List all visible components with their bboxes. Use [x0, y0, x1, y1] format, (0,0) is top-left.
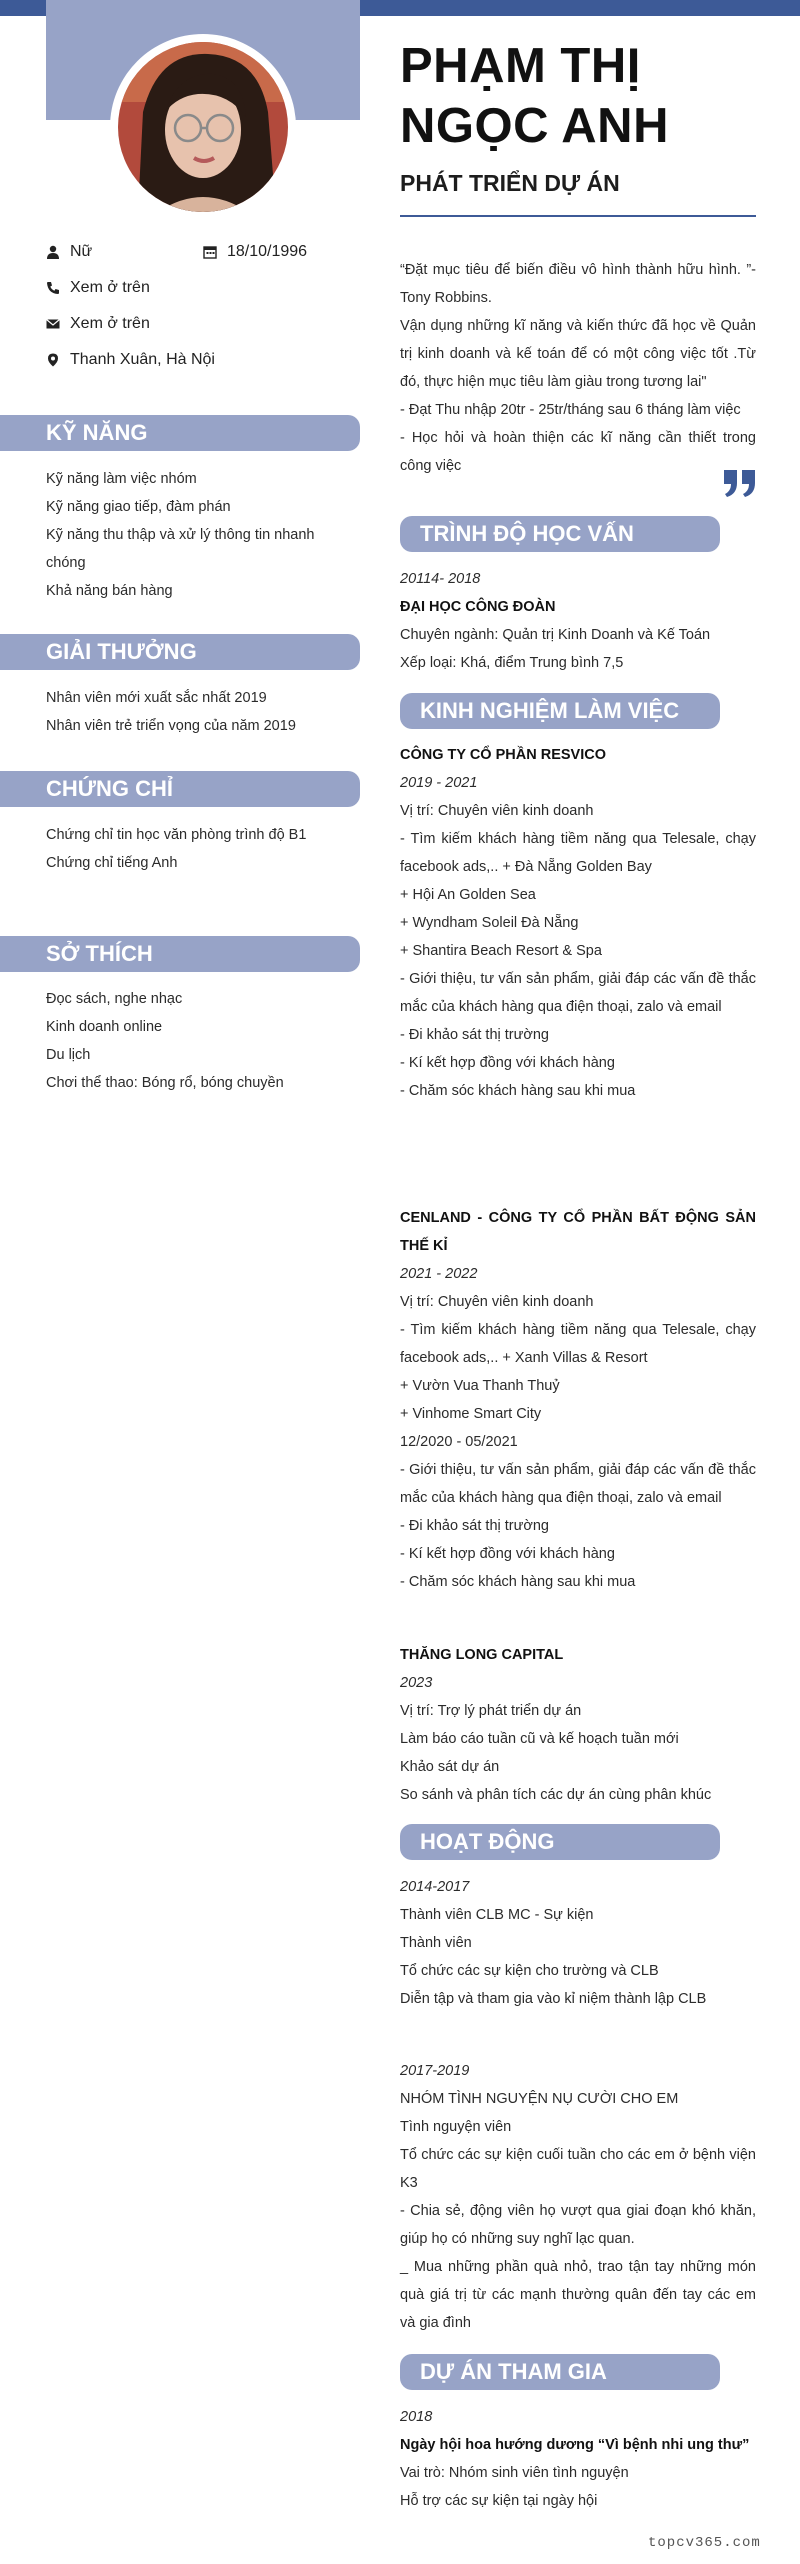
activity-line: _ Mua những phần quà nhỏ, trao tận tay những món quà giá trị từ các mạnh thường quân đến tay các em và gia đình [400, 2259, 756, 2331]
job-line: Làm báo cáo tuần cũ và kế hoạch tuần mới [400, 1731, 679, 1747]
list-item: Chứng chỉ tin học văn phòng trình độ B1 [46, 827, 307, 843]
address-text: Thanh Xuân, Hà Nội [70, 351, 215, 368]
activity-line: NHÓM TÌNH NGUYỆN NỤ CƯỜI CHO EM [400, 2091, 679, 2107]
company-name: CÔNG TY CỔ PHẦN RESVICO [400, 747, 606, 763]
activity-line: Thành viên [400, 1935, 472, 1951]
job-line: - Tìm kiếm khách hàng tiềm năng qua Telesale, chạy facebook ads,.. + Đà Nẵng Golden Bay [400, 831, 756, 875]
contact-phone [46, 279, 150, 297]
list-item: Du lịch [46, 1047, 91, 1063]
contact-gender [46, 243, 92, 261]
name-line-2: NGỌC ANH [400, 99, 669, 153]
certificates-heading: CHỨNG CHỈ [0, 771, 360, 807]
job-line: + Shantira Beach Resort & Spa [400, 943, 602, 959]
job-line: - Giới thiệu, tư vấn sản phẩm, giải đáp các vấn đề thắc mắc của khách hàng qua điện thoại, zalo và email [400, 1462, 756, 1506]
contact-email [46, 315, 150, 333]
job-line: - Giới thiệu, tư vấn sản phẩm, giải đáp các vấn đề thắc mắc của khách hàng qua điện thoại, zalo và email [400, 971, 756, 1015]
job-period: 2019 - 2021 [400, 775, 478, 791]
candidate-name [400, 36, 760, 156]
objective-text: Vận dụng những kĩ năng và kiến thức đã học về Quản trị kinh doanh và kế toán để có một công việc tốt .Từ đó, thực hiện mục tiêu làm giàu trong tương lai" [400, 318, 756, 390]
activity-line: Tổ chức các sự kiện cuối tuần cho các em ở bệnh viện K3 [400, 2147, 756, 2191]
career-objective [400, 256, 756, 480]
activity-line: Thành viên CLB MC - Sự kiện [400, 1907, 594, 1923]
job-line: + Vườn Vua Thanh Thuỷ [400, 1378, 560, 1394]
project-role: Vai trò: Nhóm sinh viên tình nguyện [400, 2465, 629, 2481]
list-item: Chơi thể thao: Bóng rổ, bóng chuyền [46, 1075, 284, 1091]
email-icon [46, 317, 60, 331]
job-line: + Hội An Golden Sea [400, 887, 536, 903]
list-item: Kỹ năng làm việc nhóm [46, 471, 197, 487]
job-line: 12/2020 - 05/2021 [400, 1434, 518, 1450]
activity-1 [400, 1873, 756, 2013]
calendar-icon [203, 245, 217, 259]
company-name: CENLAND - CÔNG TY CỔ PHẦN BẤT ĐỘNG SẢN THẾ KỈ [400, 1210, 756, 1254]
watermark: topcv365.com [648, 2535, 761, 2551]
job-line: - Kí kết hợp đồng với khách hàng [400, 1546, 615, 1562]
experience-job-2 [400, 1204, 756, 1596]
job-line: - Chăm sóc khách hàng sau khi mua [400, 1083, 636, 1099]
job-title: PHÁT TRIỂN DỰ ÁN [400, 170, 620, 196]
experience-job-1 [400, 741, 756, 1105]
avatar [110, 34, 296, 220]
objective-item: - Đạt Thu nhập 20tr - 25tr/tháng sau 6 tháng làm việc [400, 402, 741, 418]
education-section [400, 565, 756, 677]
activities-heading: HOẠT ĐỘNG [400, 1824, 720, 1860]
skills-heading: KỸ NĂNG [0, 415, 360, 451]
job-line: - Kí kết hợp đồng với khách hàng [400, 1055, 615, 1071]
project-task: Hỗ trợ các sự kiện tại ngày hội [400, 2493, 598, 2509]
dob-text: 18/10/1996 [227, 243, 308, 260]
job-period: 2023 [400, 1675, 433, 1691]
job-line: - Tìm kiếm khách hàng tiềm năng qua Telesale, chạy facebook ads,.. + Xanh Villas & Resort [400, 1322, 756, 1366]
activity-line: Tổ chức các sự kiện cho trường và CLB [400, 1963, 659, 1979]
skills-list [46, 465, 346, 605]
awards-list [46, 684, 346, 740]
job-position: Vị trí: Chuyên viên kinh doanh [400, 1294, 594, 1310]
activity-period: 2017-2019 [400, 2063, 470, 2079]
hobbies-heading: SỞ THÍCH [0, 936, 360, 972]
list-item: Chứng chỉ tiếng Anh [46, 855, 178, 871]
activity-line: - Chia sẻ, động viên họ vượt qua giai đoạn khó khăn, giúp họ có những suy nghĩ lạc quan. [400, 2203, 756, 2247]
education-heading: TRÌNH ĐỘ HỌC VẤN [400, 516, 720, 552]
project-1 [400, 2403, 756, 2515]
phone-icon [46, 281, 60, 295]
activity-period: 2014-2017 [400, 1879, 470, 1895]
email-text: Xem ở trên [70, 315, 150, 332]
list-item: Khả năng bán hàng [46, 583, 173, 599]
job-line: + Vinhome Smart City [400, 1406, 542, 1422]
phone-text: Xem ở trên [70, 279, 150, 296]
list-item: Kinh doanh online [46, 1019, 163, 1035]
user-icon [46, 245, 60, 259]
hobbies-list [46, 985, 346, 1097]
objective-quote: “Đặt mục tiêu để biến điều vô hình thành hữu hình. ”- Tony Robbins. [400, 262, 756, 306]
job-period: 2021 - 2022 [400, 1266, 478, 1282]
contact-dob [203, 243, 307, 261]
company-name: THĂNG LONG CAPITAL [400, 1647, 564, 1663]
avatar-photo [118, 42, 288, 212]
education-grade: Xếp loại: Khá, điểm Trung bình 7,5 [400, 655, 624, 671]
name-line-1: PHẠM THỊ [400, 39, 641, 93]
education-major: Chuyên ngành: Quản trị Kinh Doanh và Kế Toán [400, 627, 711, 643]
contact-address [46, 351, 215, 369]
experience-heading: KINH NGHIỆM LÀM VIỆC [400, 693, 720, 729]
job-line: + Wyndham Soleil Đà Nẵng [400, 915, 579, 931]
job-line: - Chăm sóc khách hàng sau khi mua [400, 1574, 636, 1590]
activity-line: Diễn tập và tham gia vào kỉ niệm thành lập CLB [400, 1991, 707, 2007]
list-item: Kỹ năng thu thập và xử lý thông tin nhanh chóng [46, 527, 315, 571]
school-name: ĐẠI HỌC CÔNG ĐOÀN [400, 599, 556, 615]
list-item: Nhân viên mới xuất sắc nhất 2019 [46, 690, 267, 706]
job-line: Khảo sát dự án [400, 1759, 500, 1775]
job-line: Vị trí: Trợ lý phát triển dự án [400, 1703, 582, 1719]
job-line: - Đi khảo sát thị trường [400, 1027, 549, 1043]
list-item: Nhân viên trẻ triển vọng của năm 2019 [46, 718, 296, 734]
activity-line: Tình nguyện viên [400, 2119, 512, 2135]
list-item: Kỹ năng giao tiếp, đàm phán [46, 499, 231, 515]
awards-heading: GIẢI THƯỞNG [0, 634, 360, 670]
quote-icon [722, 468, 758, 498]
job-position: Vị trí: Chuyên viên kinh doanh [400, 803, 594, 819]
project-period: 2018 [400, 2409, 433, 2425]
job-line: - Đi khảo sát thị trường [400, 1518, 549, 1534]
certificates-list [46, 821, 346, 877]
title-divider [400, 215, 756, 217]
project-title: Ngày hội hoa hướng dương “Vì bệnh nhi ung thư” [400, 2437, 750, 2453]
education-period: 20114- 2018 [400, 571, 481, 587]
projects-heading: DỰ ÁN THAM GIA [400, 2354, 720, 2390]
location-icon [46, 353, 60, 367]
objective-item: - Học hỏi và hoàn thiện các kĩ năng cần thiết trong công việc [400, 430, 756, 474]
list-item: Đọc sách, nghe nhạc [46, 991, 183, 1007]
gender-text: Nữ [70, 243, 93, 260]
activity-2 [400, 2057, 756, 2337]
job-line: So sánh và phân tích các dự án cùng phân khúc [400, 1787, 712, 1803]
experience-job-3 [400, 1641, 756, 1809]
